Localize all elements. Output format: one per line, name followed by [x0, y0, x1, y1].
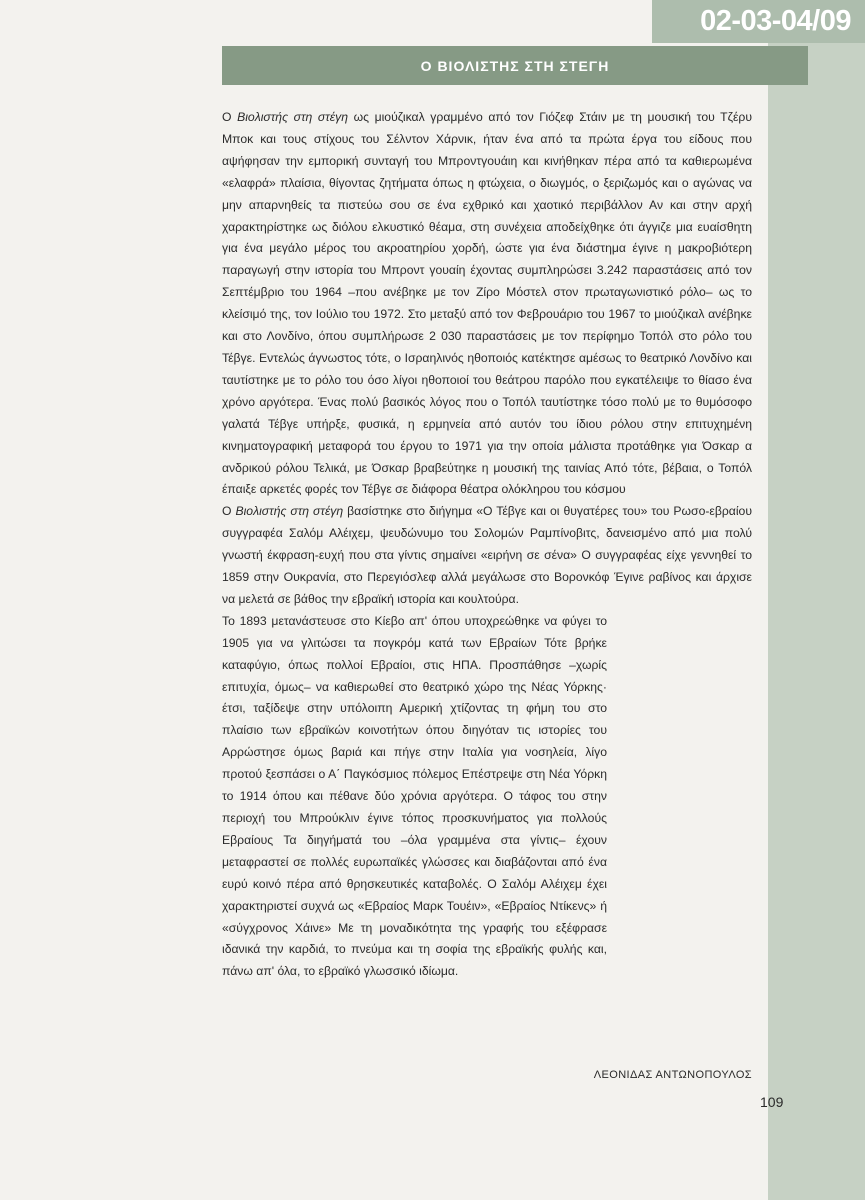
work-title: Βιολιστής στη στέγη [235, 504, 344, 519]
paragraph-lead: Ο [222, 110, 238, 124]
article-title: Ο ΒΙΟΛΙΣΤΗΣ ΣΤΗ ΣΤΕΓΗ [222, 46, 808, 85]
article-paragraph: Το 1893 μετανάστευσε στο Κίεβο απ' όπου υποχρεώθηκε να φύγει το 1905 για να γλιτώσει τα πογκρόμ κατά των Εβραίων Τότε βρήκε καταφύγιο, όπως πολλοί Εβραίοι, στις ΗΠΑ. Προσπάθησε –χωρίς επιτυχία, όμως– να καθιερωθεί στο θεατρικό χώρο της Νέας Υόρκης· έτσι, ταξίδεψε στην υπόλοιπη Αμερική χτίζοντας τη φήμη του στο πλαίσιο των εβραϊκών κοινοτήτων όπου διηγόταν τις ιστορίες του Αρρώστησε όμως βαριά και πήγε στην Ιταλία για νοσηλεία, λίγο προτού ξεσπάσει ο Α΄ Παγκόσμιος πόλεμος Επέστρεψε στη Νέα Υόρκη το 1914 όπου και πέθανε δύο χρόνια αργότερα. Ο τάφος του στην περιοχή του Μπρούκλιν έγινε τόπος προσκυνήματος για πολλούς Εβραίους Τα διηγήματά του –όλα γραμμένα στα γίντις– έχουν μεταφραστεί σε πολλές ευρωπαϊκές γλώσσες και διαβάζονται από ένα ευρύ κοινό πέρα από θρησκευτικές καταβολές. Ο Σαλόμ Αλέιχεμ έχει χαρακτηριστεί συχνά ως «Εβραίος Μαρκ Τουέιν», «Εβραίος Ντίκενς» ή «σύγχρονος Χάινε» Με τη μοναδικότητα της γραφής του εξέφρασε ιδανικά την καρδιά, το πνεύμα και τη σοφία της εβραϊκής φυλής και, πάνω απ' όλα, το εβραϊκό γλωσσικό ιδίωμα. [222, 613, 607, 979]
article-paragraph [222, 501, 752, 611]
work-title: Βιολιστής στη στέγη [237, 110, 348, 124]
article-paragraph [222, 107, 752, 501]
paragraph-text: ως μιούζικαλ γραμμένο από τον Γιόζεφ Στάιν με τη μουσική του Τζέρυ Μποκ και τους στίχους του Σέλντον Χάρνικ, ήταν ένα από τα πρώτα έργα του είδους που αψήφησαν την εμπορική συνταγή του Μπροντγουάιη και κινήθηκαν πέρα από τα καθιερωμένα «ελαφρά» πλαίσια, θίγοντας ζητήματα όπως η φτώχεια, ο διωγμός, ο ξεριζωμός και ο αγώνας να μην απαρνηθείς τα πιστεύω σου σε ένα εχθρικό και χαοτικό περιβάλλον Αν και στην αρχή χαρακτηρίστηκε ως διόλου ελκυστικό θέαμα, στη συνέχεια αποδείχθηκε ότι άγγιζε μια ευαίσθητη για ένα μεγάλο μέρος του ακροατηρίου χορδή, ώστε για ένα διάστημα έγινε η μακροβιότερη παραγωγή στην ιστορία του Μπροντ γουαίη έχοντας συμπληρώσει 3.242 παραστάσεις από τον Σεπτέμβριο του 1964 –που ανέβηκε με τον Ζίρο Μόστελ στον πρωταγωνιστικό ρόλο– ως το κλείσιμό της, τον Ιούλιο του 1972. Στο μεταξύ από τον Φεβρουάριο του 1967 το μιούζικαλ ανέβηκε και στο Λονδίνο, όπου συμπλήρωσε 2 030 παραστάσεις με τον περίφημο Τοπόλ στο ρόλο του Τέβγε. Εντελώς άγνωστος τότε, ο Ισραηλινός ηθοποιός κατέκτησε αμέσως το θεατρικό Λονδίνο και ταυτίστηκε με το ρόλο του όσο λίγοι ηθοποιοί του θεάτρου παρόλο που εγκατέλειψε το θίασο ένα χρόνο αργότερα. Ένας πολύ βασικός λόγος που ο Τοπόλ ταυτίστηκε τόσο πολύ με το θυμόσοφο γαλατά Τέβγε υπήρξε, φυσικά, η ερμηνεία από αυτόν του ίδιου ρόλου στην επιτυχημένη κινηματογραφική μεταφορά του έργου το 1971 για την οποία μάλιστα προτάθηκε για Όσκαρ α ανδρικού ρόλου Τελικά, με Όσκαρ βραβεύτηκε η μουσική της ταινίας Από τότε, βέβαια, ο Τοπόλ έπαιξε αρκετές φορές τον Τέβγε σε διάφορα θέατρα ολόκληρου του κόσμου [222, 110, 752, 497]
issue-date-label: 02-03-04/09 [652, 0, 865, 43]
paragraph-text: βασίστηκε στο διήγημα «Ο Τέβγε και οι θυγατέρες του» του Ρωσο-εβραίου συγγραφέα Σαλόμ Αλέιχεμ, ψευδώνυμο του Σολομών Ραμπίνοβιτς, δανεισμένο από μια πολύ γνωστή έκφραση-ευχή που στα γίντις σημαίνει «ειρήνη σε σένα» Ο συγγραφέας είχε γεννηθεί το 1859 στην Ουκρανία, στο Περεγιόσλεφ αλλά μεγάλωσε στο Βορονκόφ Έγινε ραβίνος και άρχισε να μελετά σε βάθος την εβραϊκή ιστορία και κουλτούρα. [222, 504, 752, 606]
article-body [222, 107, 752, 983]
page-number: 109 [760, 1094, 784, 1110]
paragraph-lead: Ο [222, 504, 236, 519]
side-color-strip [768, 0, 865, 1200]
author-name: ΛΕΟΝΙΔΑΣ ΑΝΤΩΝΟΠΟΥΛΟΣ [593, 1069, 752, 1081]
